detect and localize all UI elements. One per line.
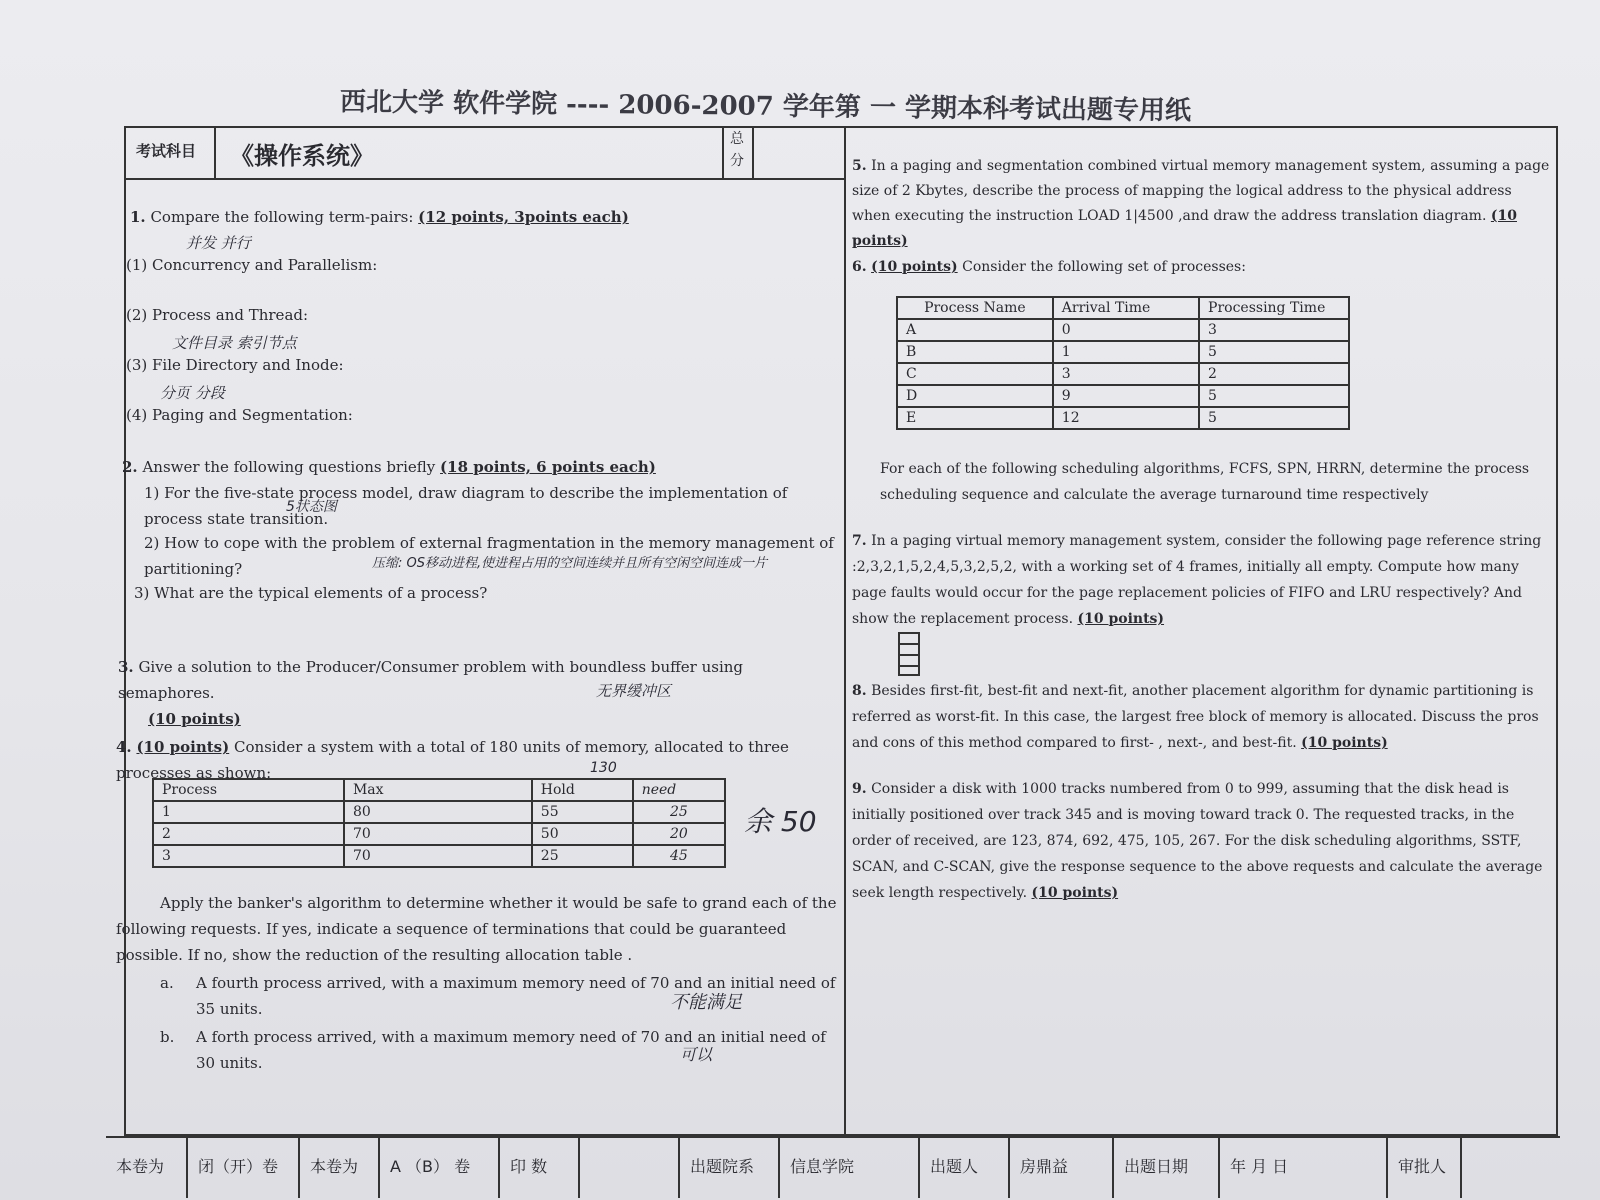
q1-item-1: (1) Concurrency and Parallelism: xyxy=(126,256,378,274)
table-cell: 5 xyxy=(1199,407,1349,429)
q6-number: 6. xyxy=(852,259,867,275)
table-cell: 5 xyxy=(1199,341,1349,363)
table-cell: 70 xyxy=(344,823,532,845)
table-header: need xyxy=(633,779,725,801)
q4-a-label: a. xyxy=(160,974,174,992)
table-header: Process Name xyxy=(897,297,1053,319)
table-cell: 3 xyxy=(153,845,344,867)
table-cell: D xyxy=(897,385,1053,407)
table-cell: 70 xyxy=(344,845,532,867)
q4-b-label: b. xyxy=(160,1028,175,1046)
table-cell: 45 xyxy=(633,845,725,867)
table-header: Hold xyxy=(532,779,633,801)
table-header: Arrival Time xyxy=(1053,297,1199,319)
footer-cell: 年 月 日 xyxy=(1220,1138,1388,1198)
question-5 xyxy=(852,154,1552,254)
q8-text: Besides first-fit, best-fit and next-fit, another placement algorithm for dynamic partitioning is referred as worst-fit. In this case, the largest free block of memory is allocated. Discuss the pros and cons of this method compared to first- , next-, and best-fit. xyxy=(852,683,1539,751)
q7-number: 7. xyxy=(852,533,867,549)
table-cell: 3 xyxy=(1053,363,1199,385)
q2-number: 2. xyxy=(122,458,138,476)
q1-item-3: (3) File Directory and Inode: xyxy=(126,356,344,374)
table-row xyxy=(153,823,725,845)
q4-apply: Apply the banker's algorithm to determine whether it would be safe to grand each of the following requests. If yes, indicate a sequence of terminations that could be guaranteed possible. If no, show the reduction of the resulting allocation table . xyxy=(116,894,837,964)
table-cell: 25 xyxy=(633,801,725,823)
table-cell: 2 xyxy=(153,823,344,845)
footer-cell xyxy=(580,1138,680,1198)
footer-cell: 出题院系 xyxy=(680,1138,780,1198)
q4-points: (10 points) xyxy=(136,738,230,756)
handwriting-q2-1: 5状态图 xyxy=(286,499,337,515)
table-header: Max xyxy=(344,779,532,801)
question-7 xyxy=(852,528,1552,632)
handwriting-q2-2: 压缩: OS移动进程,使进程占用的空间连续并且所有空闲空间连成一片 xyxy=(372,556,768,571)
question-9 xyxy=(852,776,1552,906)
q1-points: (12 points, 3points each) xyxy=(418,208,629,226)
q7-points: (10 points) xyxy=(1077,611,1165,627)
q6-after: For each of the following scheduling algorithms, FCFS, SPN, HRRN, determine the process scheduling sequence and calculate the average turnaround time respectively xyxy=(880,461,1530,503)
handwriting-q4-total: 130 xyxy=(590,760,617,776)
q9-points: (10 points) xyxy=(1031,885,1119,901)
frame-sketch xyxy=(898,632,920,676)
handwriting-q4-remain: 余 50 xyxy=(744,805,817,838)
q5-number: 5. xyxy=(852,158,867,174)
page-title: 西北大学 软件学院 ---- 2006-2007 学年第 一 学期本科考试出题专用纸 xyxy=(339,87,1192,127)
q1-item-4: (4) Paging and Segmentation: xyxy=(126,406,353,424)
q4-table xyxy=(152,778,726,868)
table-cell: C xyxy=(897,363,1053,385)
footer-cell xyxy=(1462,1138,1560,1198)
table-cell: 12 xyxy=(1053,407,1199,429)
table-cell: 2 xyxy=(1199,363,1349,385)
q6-points: (10 points) xyxy=(871,259,958,275)
footer-cell: 出题日期 xyxy=(1114,1138,1220,1198)
q6-table xyxy=(896,296,1350,430)
q1-text: Compare the following term-pairs: xyxy=(150,208,414,226)
table-cell: 80 xyxy=(344,801,532,823)
footer-cell: A （B） 卷 xyxy=(380,1138,500,1198)
question-2 xyxy=(122,454,832,480)
footer-cell: 闭（开）卷 xyxy=(188,1138,300,1198)
table-row xyxy=(897,363,1349,385)
footer-cell: 信息学院 xyxy=(780,1138,920,1198)
subject-name: 《操作系统》 xyxy=(230,142,374,170)
table-cell: 3 xyxy=(1199,319,1349,341)
q5-points: (10 points) xyxy=(852,208,1517,249)
footer-cell: 审批人 xyxy=(1388,1138,1462,1198)
table-cell: 9 xyxy=(1053,385,1199,407)
table-header: Process xyxy=(153,779,344,801)
table-cell: 50 xyxy=(532,823,633,845)
q8-number: 8. xyxy=(852,683,867,699)
q4-b-text: A forth process arrived, with a maximum memory need of 70 and an initial need of 30 units. xyxy=(196,1028,826,1072)
footer-cell: 本卷为 xyxy=(300,1138,380,1198)
handwriting-q1-4: 分页 分段 xyxy=(160,384,225,402)
q2-points: (18 points, 6 points each) xyxy=(440,458,656,476)
q5-text: In a paging and segmentation combined virtual memory management system, assuming a page size of 2 Kbytes, describe the process of mapping the logical address to the physical address when executing the instruction LOAD 1|4500 ,and draw the address translation diagram. xyxy=(852,158,1550,224)
table-cell: 55 xyxy=(532,801,633,823)
q1-number: 1. xyxy=(130,208,146,226)
q4-text: Consider a system with a total of 180 units of memory, allocated to three processes as shown: xyxy=(116,738,789,782)
handwriting-q4-b: 可以 xyxy=(680,1045,713,1064)
subject-row xyxy=(124,126,844,180)
table-row xyxy=(897,407,1349,429)
q4-a-text: A fourth process arrived, with a maximum memory need of 70 and an initial need of 35 units. xyxy=(196,974,836,1018)
table-cell: 25 xyxy=(532,845,633,867)
table-row xyxy=(153,845,725,867)
q2-item-1: 1) For the five-state process model, draw diagram to describe the implementation of process state transition. xyxy=(144,484,788,528)
table-header-row xyxy=(153,779,725,801)
q4-number: 4. xyxy=(116,738,132,756)
question-8 xyxy=(852,678,1552,756)
q2-item-3: 3) What are the typical elements of a process? xyxy=(134,584,488,602)
table-cell: A xyxy=(897,319,1053,341)
table-row xyxy=(897,385,1349,407)
table-header-row xyxy=(897,297,1349,319)
q2-item-2: 2) How to cope with the problem of external fragmentation in the memory management of partitioning? xyxy=(144,534,834,578)
question-6 xyxy=(852,254,1552,280)
handwriting-q4-a: 不能满足 xyxy=(670,992,742,1013)
subject-label: 考试科目 xyxy=(136,142,197,160)
q9-number: 9. xyxy=(852,781,867,797)
column-divider xyxy=(844,126,846,1136)
table-cell: E xyxy=(897,407,1053,429)
table-row xyxy=(897,341,1349,363)
q7-text: In a paging virtual memory management system, consider the following page reference string :2,3,2,1,5,2,4,5,3,2,5,2, with a working set of 4 frames, initially all empty. Compute how many page faults would occur for the page replacement policies of FIFO and LRU respectively? And show the replacement process. xyxy=(852,533,1542,627)
footer-cell: 印 数 xyxy=(500,1138,580,1198)
table-header: Processing Time xyxy=(1199,297,1349,319)
total-score-label: 总分 xyxy=(730,131,744,169)
table-cell: 0 xyxy=(1053,319,1199,341)
q3-text: Give a solution to the Producer/Consumer problem with boundless buffer using semaphores. xyxy=(118,658,744,702)
table-cell: 1 xyxy=(153,801,344,823)
handwriting-q3: 无界缓冲区 xyxy=(596,682,672,700)
footer-cell: 房鼎益 xyxy=(1010,1138,1114,1198)
table-cell: B xyxy=(897,341,1053,363)
footer-cell: 出题人 xyxy=(920,1138,1010,1198)
q2-text: Answer the following questions briefly xyxy=(142,458,436,476)
question-1 xyxy=(130,204,830,230)
handwriting-q1-1: 并发 并行 xyxy=(186,234,251,252)
handwriting-q1-3: 文件目录 索引节点 xyxy=(172,334,297,352)
table-cell: 5 xyxy=(1199,385,1349,407)
table-row xyxy=(153,801,725,823)
q1-item-2: (2) Process and Thread: xyxy=(126,306,309,324)
footer-cell: 本卷为 xyxy=(106,1138,188,1198)
q3-number: 3. xyxy=(118,658,134,676)
table-cell: 20 xyxy=(633,823,725,845)
question-3 xyxy=(118,654,838,732)
q6-text: Consider the following set of processes: xyxy=(962,259,1246,275)
table-cell: 1 xyxy=(1053,341,1199,363)
q8-points: (10 points) xyxy=(1301,735,1388,751)
footer-row xyxy=(106,1136,1560,1198)
q9-text: Consider a disk with 1000 tracks numbered from 0 to 999, assuming that the disk head is initially positioned over track 345 and is moving toward track 0. The requested tracks, in the order of received, are 123, 874, 692, 475, 105, 267. For the disk scheduling algorithms, SSTF, SCAN, and C-SCAN, give the response sequence to the above requests and calculate the average seek length respectively. xyxy=(852,781,1543,901)
table-row xyxy=(897,319,1349,341)
q3-points: (10 points) xyxy=(148,710,241,728)
